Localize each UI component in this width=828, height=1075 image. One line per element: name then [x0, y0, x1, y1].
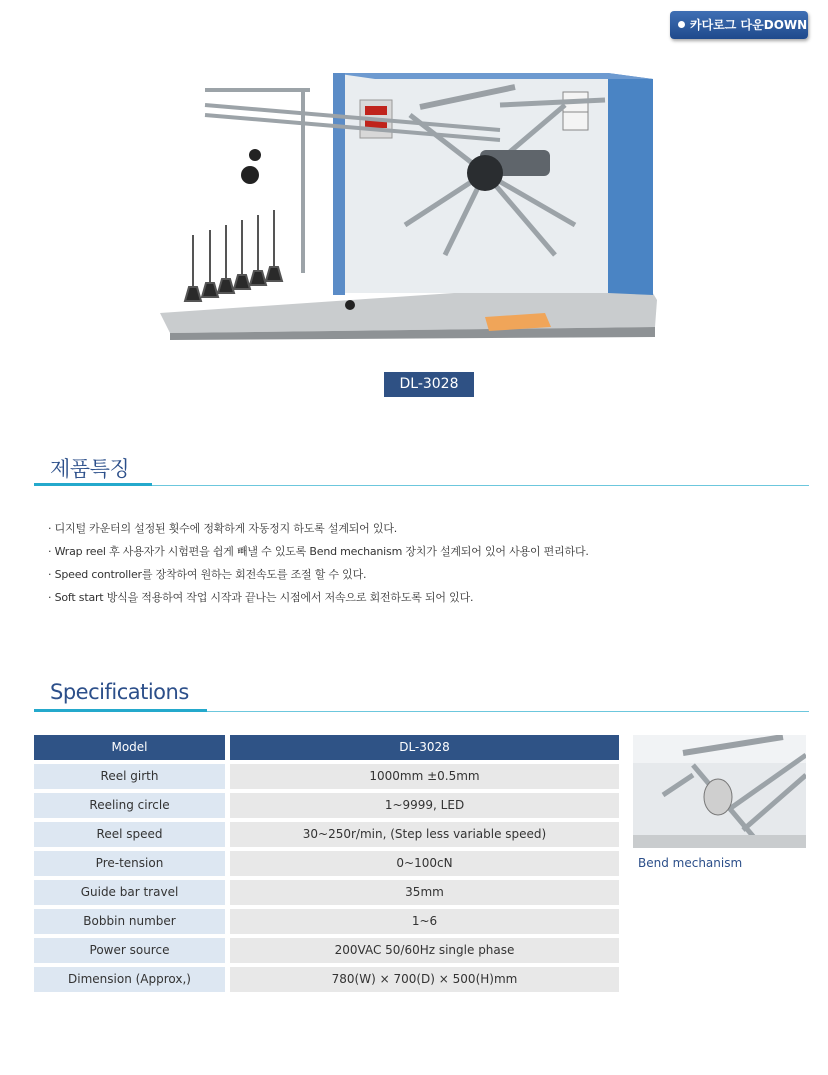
catalog-download-button[interactable] [670, 11, 808, 39]
spec-value: DL-3028 [230, 735, 619, 760]
feature-item: · 디지털 카운터의 설정된 횟수에 정확하게 자동정지 하도록 설계되어 있다. [48, 522, 398, 535]
spec-row [34, 909, 619, 934]
spec-label: Reeling circle [34, 793, 225, 818]
spec-value: 1~6 [230, 909, 619, 934]
spec-row [34, 851, 619, 876]
spec-row [34, 967, 619, 992]
spec-row [34, 793, 619, 818]
spec-value: 1000mm ±0.5mm [230, 764, 619, 789]
spec-value: 780(W) × 700(D) × 500(H)mm [230, 967, 619, 992]
spec-table-header [34, 735, 619, 760]
bend-mechanism-caption: Bend mechanism [638, 856, 743, 870]
feature-item: · Soft start 방식을 적용하여 작업 시작과 끝나는 시점에서 저속으로 회전하도록 되어 있다. [48, 591, 474, 604]
specs-divider-accent [34, 709, 207, 712]
spec-label: Reel girth [34, 764, 225, 789]
product-photo [155, 65, 665, 365]
spec-label: Model [34, 735, 225, 760]
feature-item: · Wrap reel 후 사용자가 시험편을 쉽게 빼낼 수 있도록 Bend mechanism 장치가 설계되어 있어 사용이 편리하다. [48, 545, 589, 558]
spec-value: 30~250r/min, (Step less variable speed) [230, 822, 619, 847]
feature-item: · Speed controller를 장착하여 원하는 회전속도를 조절 할 수 있다. [48, 568, 367, 581]
bullet-icon [678, 21, 685, 28]
catalog-download-label: 카다로그 다운DOWN [690, 18, 808, 32]
spec-row [34, 880, 619, 905]
spec-label: Dimension (Approx,) [34, 967, 225, 992]
spec-row [34, 822, 619, 847]
feature-list [48, 517, 589, 609]
bend-mechanism-photo [633, 735, 806, 848]
spec-row [34, 938, 619, 963]
spec-value: 0~100cN [230, 851, 619, 876]
spec-row [34, 764, 619, 789]
spec-value: 35mm [230, 880, 619, 905]
spec-value: 200VAC 50/60Hz single phase [230, 938, 619, 963]
features-section-title: 제품특징 [50, 457, 130, 481]
spec-label: Pre-tension [34, 851, 225, 876]
spec-label: Bobbin number [34, 909, 225, 934]
specs-section-title: Specifications [50, 680, 189, 704]
spec-label: Guide bar travel [34, 880, 225, 905]
model-badge: DL-3028 [384, 372, 474, 397]
spec-label: Reel speed [34, 822, 225, 847]
spec-value: 1~9999, LED [230, 793, 619, 818]
spec-label: Power source [34, 938, 225, 963]
features-divider-accent [34, 483, 152, 486]
